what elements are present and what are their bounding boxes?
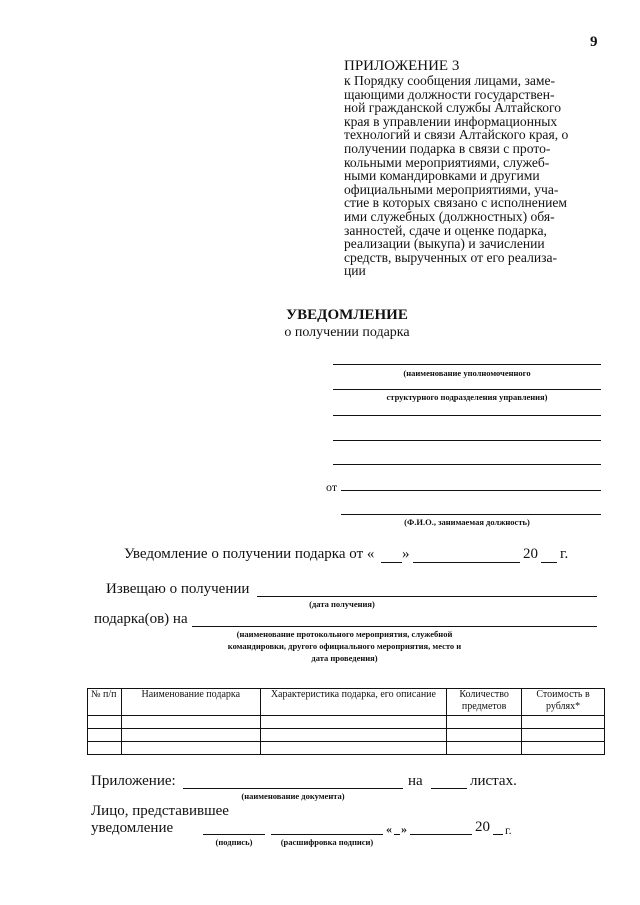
signature-field[interactable] — [203, 834, 265, 835]
table-row — [88, 716, 605, 729]
submit-month-field[interactable] — [410, 834, 472, 835]
table-row — [88, 729, 605, 742]
table-cell[interactable] — [121, 742, 260, 755]
signature-caption: (подпись) — [215, 837, 253, 847]
appendix-line: технологий и связи Алтайского края, о — [344, 127, 569, 143]
attachment-caption: (наименование документа) — [241, 791, 345, 801]
signature-decode-field[interactable] — [271, 834, 383, 835]
table-cell[interactable] — [522, 716, 605, 729]
receipt-date-field[interactable] — [257, 596, 597, 597]
submit-day-field[interactable] — [394, 834, 400, 835]
submit-year-field[interactable] — [493, 834, 503, 835]
gifts-table — [87, 688, 605, 755]
table-cell[interactable] — [447, 742, 522, 755]
appendix-line: к Порядку сообщения лицами, заме- — [344, 73, 556, 88]
table-header-row — [88, 689, 605, 716]
appendix-line: занностей, сдаче и оценке подарка, — [344, 222, 547, 238]
appendix-line: ной гражданской службы Алтайского — [344, 100, 562, 116]
from-caption: (Ф.И.О., занимаемая должность) — [404, 517, 530, 527]
addressee-field-line[interactable] — [333, 389, 601, 390]
inform-label: Извещаю о получении — [106, 581, 250, 597]
event-caption: (наименование протокольного мероприятия, служебной — [236, 629, 453, 639]
submit-date-close: » — [401, 822, 407, 836]
attachment-sheets-label: листах. — [470, 773, 517, 789]
notice-month-field[interactable] — [413, 562, 520, 563]
notice-year-prefix: 20 — [523, 546, 538, 562]
attachment-sheets-field[interactable] — [431, 788, 467, 789]
receipt-date-caption: (дата получения) — [309, 599, 375, 609]
attachment-on-label: на — [408, 773, 423, 789]
table-cell[interactable] — [260, 716, 447, 729]
column-header-name: Наименование подарка — [121, 689, 260, 716]
gift-label: подарка(ов) на — [94, 611, 188, 627]
event-field[interactable] — [192, 626, 597, 627]
submitter-label: уведомление — [91, 820, 174, 836]
notice-day-field[interactable] — [381, 562, 402, 563]
notice-year-suffix: г. — [560, 546, 569, 562]
appendix-line: средств, вырученных от его реализа- — [344, 249, 558, 265]
signature-decode-caption: (расшифровка подписи) — [280, 837, 374, 847]
document-subheading: о получении подарка — [284, 325, 410, 340]
document-heading: УВЕДОМЛЕНИЕ — [286, 307, 408, 323]
table-cell[interactable] — [88, 716, 122, 729]
submitter-label: Лицо, представившее — [91, 803, 229, 819]
submit-year-prefix: 20 — [475, 819, 490, 835]
table-cell[interactable] — [121, 716, 260, 729]
table-cell[interactable] — [88, 742, 122, 755]
appendix-line: получении подарка в связи с прото- — [344, 140, 551, 156]
notice-date-prefix: Уведомление о получении подарка от « — [124, 546, 375, 562]
table-cell[interactable] — [121, 729, 260, 742]
appendix-line: стие в которых связано с исполнением — [344, 195, 568, 211]
attachment-document-field[interactable] — [183, 788, 403, 789]
addressee-field-line[interactable] — [333, 464, 601, 465]
from-label: от — [326, 480, 338, 494]
page-number: 9 — [590, 34, 598, 50]
appendix-line: официальными мероприятиями, уча- — [344, 181, 559, 197]
submit-date-open: « — [386, 822, 392, 836]
from-field-line[interactable] — [341, 490, 601, 491]
from-field-line[interactable] — [341, 514, 601, 515]
attachment-label: Приложение: — [91, 773, 176, 789]
addressee-field-line[interactable] — [333, 364, 601, 365]
appendix-line: ции — [344, 263, 366, 279]
table-cell[interactable] — [88, 729, 122, 742]
table-cell[interactable] — [260, 729, 447, 742]
appendix-line: ными командировками и другими — [344, 168, 540, 184]
table-row — [88, 742, 605, 755]
appendix-title: ПРИЛОЖЕНИЕ 3 — [344, 58, 460, 74]
addressee-caption: (наименование уполномоченного — [403, 368, 531, 378]
event-caption: командировки, другого официального мероприятия, место и — [227, 641, 462, 651]
addressee-caption: структурного подразделения управления) — [386, 392, 548, 402]
table-cell[interactable] — [260, 742, 447, 755]
submit-year-suffix: г. — [505, 823, 512, 837]
table-cell[interactable] — [447, 729, 522, 742]
appendix-line: ими служебных (должностных) обя- — [344, 208, 555, 224]
notice-year-field[interactable] — [541, 562, 557, 563]
table-cell[interactable] — [447, 716, 522, 729]
column-header-price: Стоимость в рублях* — [522, 689, 605, 716]
column-header-quantity: Количество предметов — [447, 689, 522, 716]
table-cell[interactable] — [522, 729, 605, 742]
appendix-line: щающими должности государствен- — [344, 86, 555, 102]
appendix-line: реализации (выкупа) и зачислении — [344, 236, 545, 252]
notice-date-close: » — [402, 546, 410, 562]
column-header-description: Характеристика подарка, его описание — [260, 689, 447, 716]
appendix-line: края в управлении информационных — [344, 113, 558, 129]
addressee-field-line[interactable] — [333, 440, 601, 441]
addressee-field-line[interactable] — [333, 415, 601, 416]
event-caption: дата проведения) — [311, 653, 378, 663]
column-header-number: № п/п — [88, 689, 122, 716]
table-cell[interactable] — [522, 742, 605, 755]
appendix-text — [344, 74, 602, 278]
appendix-line: кольными мероприятиями, служеб- — [344, 154, 550, 170]
